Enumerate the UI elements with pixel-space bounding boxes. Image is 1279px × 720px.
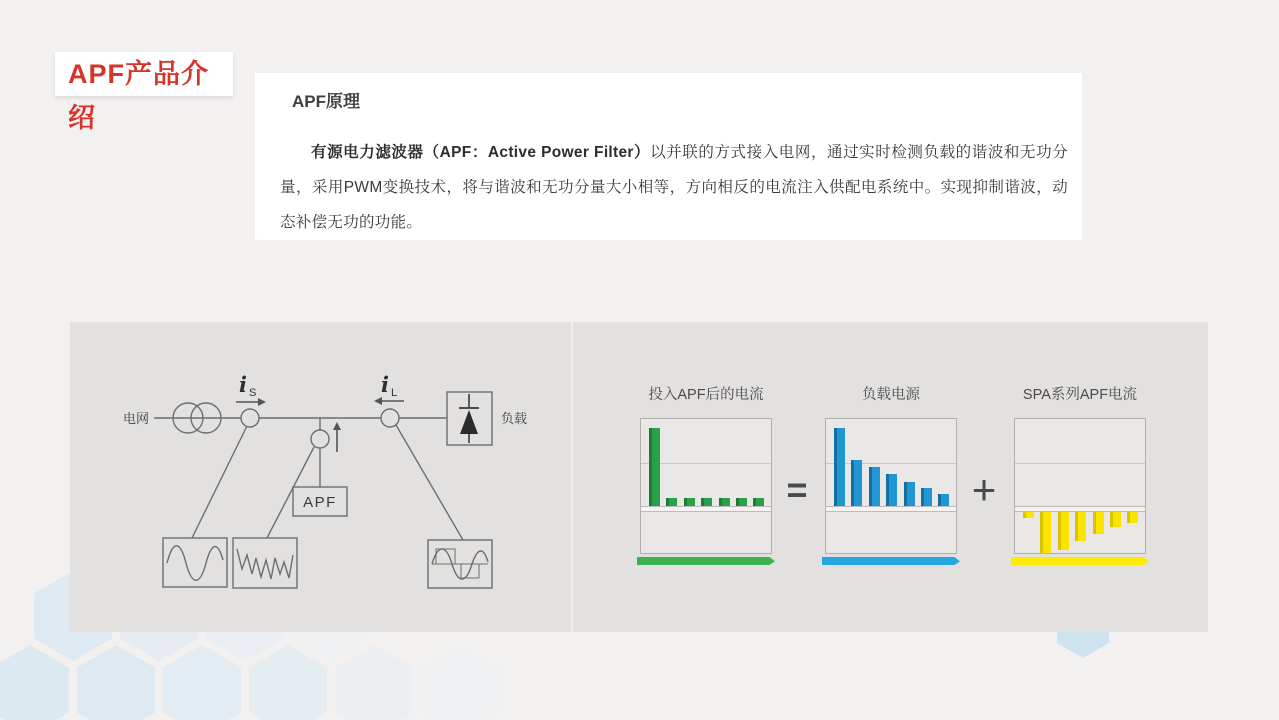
- is-arrow-icon: [236, 398, 266, 406]
- bar: [1110, 512, 1121, 527]
- svg-text:L: L: [391, 387, 398, 399]
- ct-sensor-load-icon: [381, 409, 399, 427]
- connector-line: [396, 425, 463, 540]
- intro-card: [255, 73, 1082, 240]
- hexagon-icon: [335, 645, 413, 720]
- baseline: [826, 506, 956, 512]
- is-label: [239, 372, 256, 399]
- bar: [1075, 512, 1086, 541]
- chart-spa-apf-current: [1014, 384, 1146, 565]
- chart-title: 投入APF后的电流: [648, 387, 764, 403]
- thyristor-icon: [459, 394, 479, 443]
- bar: [869, 467, 880, 506]
- bar: [834, 428, 845, 506]
- waveform-distorted-icon: [237, 549, 293, 579]
- chart-after-apf: [640, 384, 772, 565]
- figure-panel: [70, 322, 1208, 632]
- bar: [736, 498, 747, 506]
- apf-circuit-diagram: [70, 322, 570, 632]
- chart-plot-area: [1014, 418, 1146, 554]
- waveform-sine-icon: [167, 546, 223, 581]
- apf-label: APF: [303, 494, 337, 511]
- slide-title-badge: [55, 52, 233, 133]
- svg-text:i: i: [381, 372, 389, 397]
- intro-paragraph: [280, 135, 1068, 240]
- bar: [1040, 512, 1051, 553]
- il-label: [381, 372, 397, 399]
- chart-title: SPA系列APF电流: [1022, 387, 1138, 403]
- chart-plot-area: [825, 418, 957, 554]
- ct-sensor-apf-icon: [311, 430, 329, 448]
- il-arrow-icon: [374, 397, 404, 405]
- gridline: [1015, 463, 1145, 464]
- load-label: 负载: [501, 411, 528, 426]
- gridline: [641, 463, 771, 464]
- bar: [1023, 512, 1034, 518]
- bar: [938, 494, 949, 506]
- bar: [719, 498, 730, 506]
- hexagon-icon: [163, 645, 241, 720]
- hexagon-icon: [0, 645, 69, 720]
- equals-operator: =: [786, 469, 808, 510]
- hexagon-icon: [77, 645, 155, 720]
- waveform-composite-icon: [432, 549, 488, 579]
- connector-line: [192, 426, 247, 538]
- ct-sensor-source-icon: [241, 409, 259, 427]
- chart-plot-area: [640, 418, 772, 554]
- bar: [904, 482, 915, 506]
- svg-text:S: S: [249, 387, 257, 399]
- chart-title: 负载电源: [862, 387, 920, 403]
- injection-arrow-icon: [333, 422, 341, 452]
- bar: [753, 498, 764, 506]
- plus-operator: +: [971, 466, 997, 513]
- chart-floor-strip: [1011, 557, 1149, 565]
- intro-paragraph-rest: 以并联的方式接入电网，通过实时检测负载的谐波和无功分量，采用PWM变换技术，将与谐波和无功分量大小相等，方向相反的电流注入供配电系统中。实现抑制谐波，动态补偿无功的功能。: [280, 144, 1068, 231]
- bar: [851, 460, 862, 506]
- chart-floor-strip: [822, 557, 960, 565]
- slide-title: APF产品介绍: [68, 59, 209, 133]
- hexagon-icon: [421, 645, 499, 720]
- chart-load-source: [825, 384, 957, 565]
- baseline: [641, 506, 771, 512]
- connector-line: [267, 447, 314, 538]
- bar: [666, 498, 677, 506]
- bar: [684, 498, 695, 506]
- svg-text:i: i: [239, 372, 247, 397]
- bar: [1127, 512, 1138, 523]
- bar: [649, 428, 660, 506]
- panel-divider: [571, 322, 573, 632]
- bar: [1058, 512, 1069, 550]
- gridline: [826, 463, 956, 464]
- bar: [701, 498, 712, 506]
- intro-heading: APF原理: [292, 92, 360, 111]
- intro-paragraph-bold: 有源电力滤波器（APF：Active Power Filter）: [311, 144, 651, 161]
- bar: [1093, 512, 1104, 534]
- bar: [886, 474, 897, 506]
- bar: [921, 488, 932, 506]
- chart-floor-strip: [637, 557, 775, 565]
- grid-label: 电网: [123, 411, 150, 426]
- hexagon-icon: [249, 645, 327, 720]
